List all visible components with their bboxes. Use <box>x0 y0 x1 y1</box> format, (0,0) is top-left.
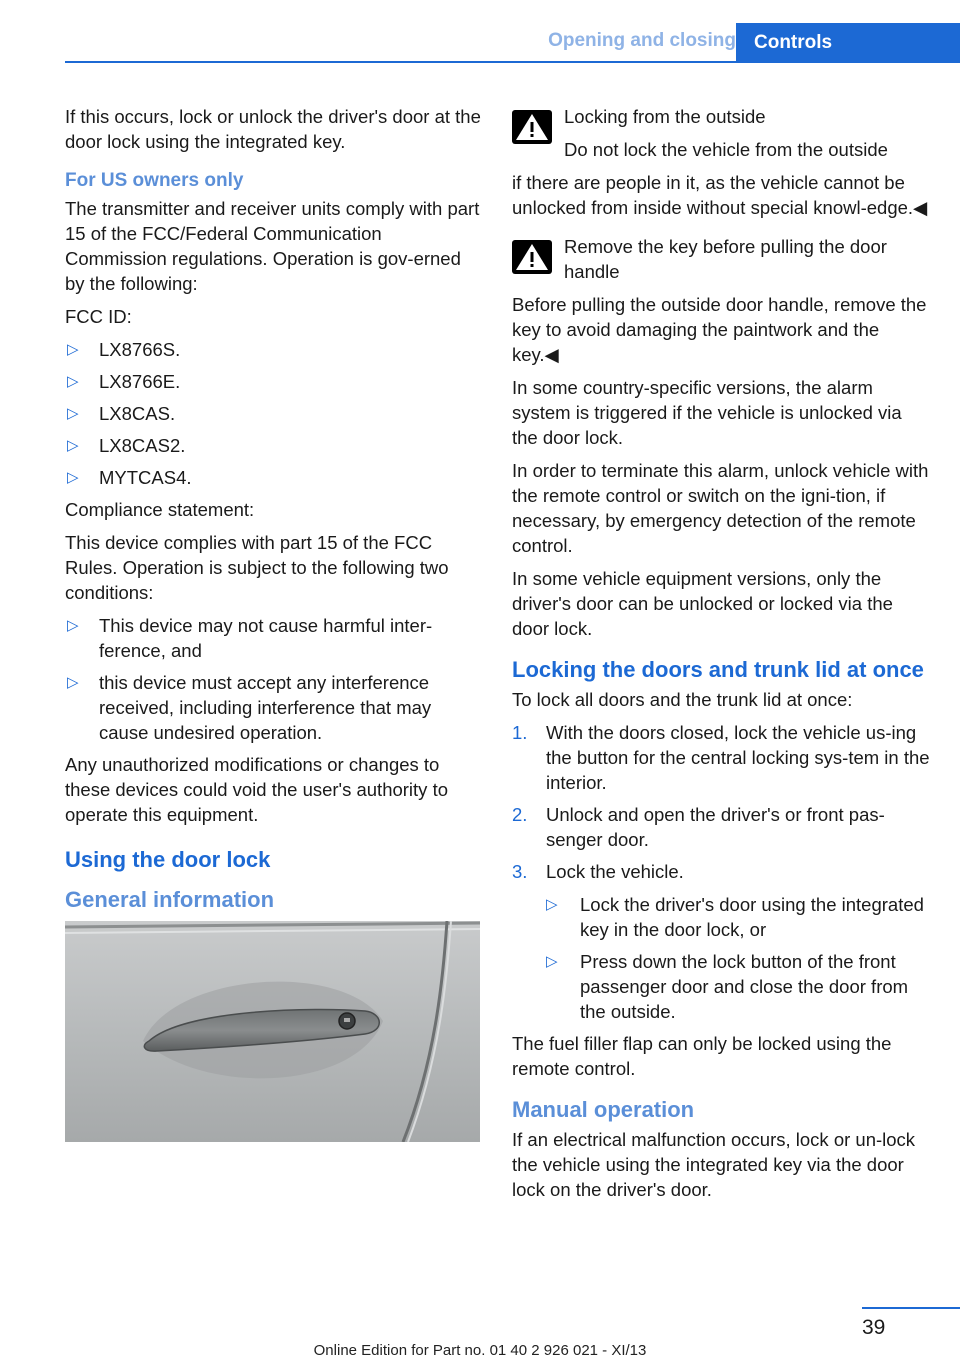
door-handle-image <box>65 921 480 1142</box>
triangle-bullet-icon: ▷ <box>67 617 79 634</box>
sub-step-text: Press down the lock button of the front passenger door and close the door from the outside. <box>580 951 909 1022</box>
step-number: 1. <box>512 722 528 743</box>
fcc-id-list <box>65 337 483 490</box>
step-number: 3. <box>512 861 528 882</box>
alarm-text: In some country-specific versions, the alarm system is triggered if the vehicle is unlocked via the door lock. <box>512 377 902 448</box>
us-owners-text: The transmitter and receiver units comply with part 15 of the FCC/Federal Communication Commission regulations. Operation is gov‐erned by the following: <box>65 198 480 294</box>
header-rule <box>65 61 960 63</box>
list-item <box>65 613 483 663</box>
right-column <box>512 104 930 1210</box>
step-text: Lock the vehicle. <box>546 861 684 882</box>
fcc-id: LX8CAS2. <box>99 435 186 456</box>
fcc-id: LX8766E. <box>99 371 181 392</box>
warning-body: if there are people in it, as the vehicle cannot be unlocked from inside without special knowl‐edge.◀ <box>512 172 928 218</box>
compliance-label: Compliance statement: <box>65 499 255 520</box>
footer-rule <box>862 1307 960 1309</box>
list-item <box>65 670 483 745</box>
manual-operation-heading: Manual operation <box>512 1097 695 1122</box>
us-owners-heading: For US owners only <box>65 170 244 191</box>
edition-text: Online Edition for Part no. 01 40 2 926 021 - XI/13 <box>313 1342 647 1359</box>
triangle-bullet-icon: ▷ <box>67 674 79 691</box>
fcc-id: MYTCAS4. <box>99 467 192 488</box>
warning-title: Locking from the outside <box>564 106 766 127</box>
triangle-bullet-icon: ▷ <box>67 405 79 422</box>
fuel-flap-text: The fuel filler flap can only be locked using the remote control. <box>512 1033 892 1079</box>
fcc-id-label: FCC ID: <box>65 306 132 327</box>
triangle-bullet-icon: ▷ <box>546 896 558 913</box>
list-item <box>65 465 483 490</box>
header-tab-controls: Controls <box>736 23 960 63</box>
header-section-title: Opening and closing <box>548 30 736 51</box>
list-item <box>65 401 483 426</box>
modifications-text: Any unauthorized modifications or changes to these devices could void the user's authority to operate this equipment. <box>65 754 448 825</box>
warning-triangle-icon <box>512 240 552 274</box>
condition-text: this device must accept any interference received, including interference that may cause undesired operation. <box>99 672 432 743</box>
conditions-list <box>65 613 483 745</box>
compliance-text: This device complies with part 15 of the FCC Rules. Operation is subject to the following two conditions: <box>65 532 449 603</box>
list-item <box>65 369 483 394</box>
lock-intro: To lock all doors and the trunk lid at once: <box>512 689 853 710</box>
sub-steps <box>546 892 930 1024</box>
warning-remove-key <box>512 234 930 284</box>
page-number: 39 <box>862 1316 886 1339</box>
list-item <box>546 949 930 1024</box>
triangle-bullet-icon: ▷ <box>67 373 79 390</box>
list-item <box>65 433 483 458</box>
condition-text: This device may not cause harmful inter‐ference, and <box>99 615 433 661</box>
fcc-id: LX8766S. <box>99 339 181 360</box>
list-item <box>65 337 483 362</box>
warning-locking-outside <box>512 104 930 162</box>
list-item <box>512 859 930 1024</box>
warning-triangle-icon <box>512 110 552 144</box>
left-column <box>65 104 483 1142</box>
list-item <box>512 720 930 795</box>
fcc-id: LX8CAS. <box>99 403 176 424</box>
door-lock-heading: Using the door lock <box>65 847 271 872</box>
warning-title: Remove the key before pulling the door handle <box>564 236 887 282</box>
list-item <box>546 892 930 942</box>
manual-operation-text: If an electrical malfunction occurs, lock or un‐lock the vehicle using the integrated key via the door lock on the driver's door. <box>512 1129 916 1200</box>
lock-doors-heading: Locking the doors and trunk lid at once <box>512 657 924 682</box>
warning-first-line: Do not lock the vehicle from the outside <box>564 139 888 160</box>
step-text: With the doors closed, lock the vehicle us‐ing the button for the central locking sys‐tem in the interior. <box>546 722 930 793</box>
intro-paragraph: If this occurs, lock or unlock the driver's door at the door lock using the integrated key. <box>65 106 481 152</box>
lock-steps <box>512 720 930 1024</box>
sub-step-text: Lock the driver's door using the integrated key in the door lock, or <box>580 894 924 940</box>
step-number: 2. <box>512 804 528 825</box>
triangle-bullet-icon: ▷ <box>546 953 558 970</box>
step-text: Unlock and open the driver's or front pas‐senger door. <box>546 804 885 850</box>
warning-body: Before pulling the outside door handle, remove the key to avoid damaging the paintwork and the key.◀ <box>512 294 927 365</box>
triangle-bullet-icon: ▷ <box>67 469 79 486</box>
terminate-alarm-text: In order to terminate this alarm, unlock vehicle with the remote control or switch on the igni‐tion, if necessary, by emergency detection of the remote control. <box>512 460 929 556</box>
list-item <box>512 802 930 852</box>
triangle-bullet-icon: ▷ <box>67 341 79 358</box>
triangle-bullet-icon: ▷ <box>67 437 79 454</box>
general-information-heading: General information <box>65 887 275 912</box>
equipment-text: In some vehicle equipment versions, only the driver's door can be unlocked or locked via the door lock. <box>512 568 893 639</box>
